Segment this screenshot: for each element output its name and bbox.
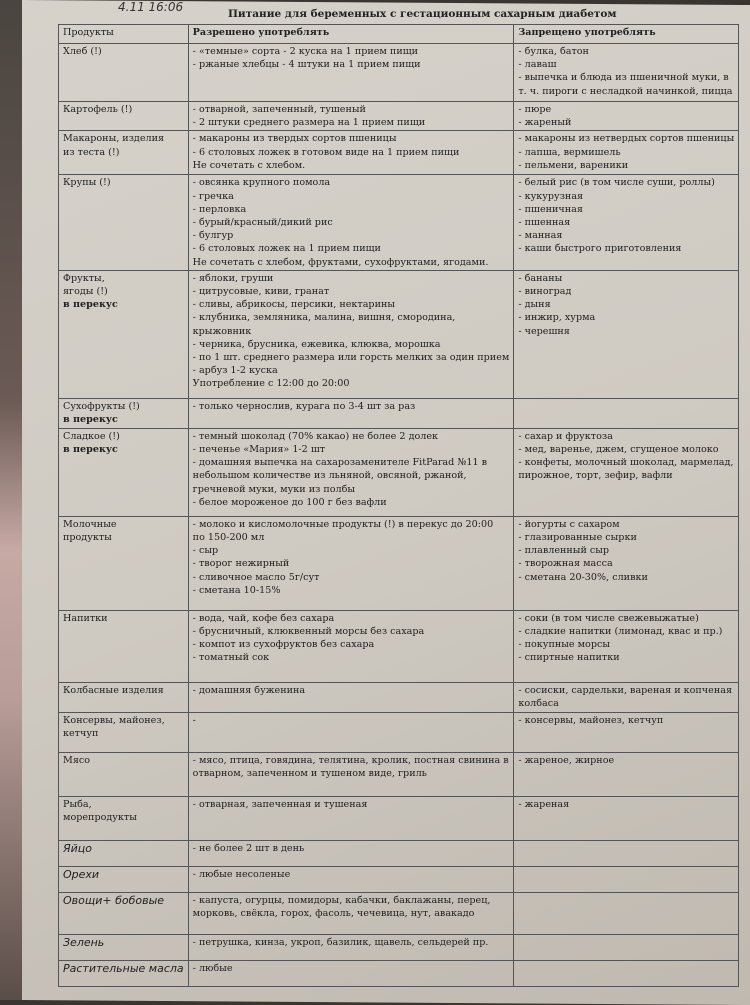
- cell-line: Не сочетать с хлебом, фруктами, сухофруктами, ягодами.: [192, 256, 489, 268]
- allowed-cell: [188, 866, 514, 892]
- cell-line: - любые: [192, 962, 233, 974]
- cell-line: - виноград: [518, 286, 572, 298]
- product-cell: [59, 398, 189, 428]
- forbidden-cell: [514, 866, 739, 892]
- cell-line: - покупные морсы: [518, 639, 610, 651]
- cell-line: - капуста, огурцы, помидоры, кабачки, баклажаны, перец,: [192, 894, 491, 906]
- allowed-cell: [188, 175, 514, 270]
- product-cell: [59, 840, 189, 866]
- product-cell: [59, 682, 189, 712]
- cell-line: морепродукты: [63, 812, 137, 824]
- cell-line: - творог нежирный: [192, 558, 290, 570]
- forbidden-cell: [514, 175, 739, 270]
- cell-line: - йогурты с сахаром: [518, 518, 620, 530]
- cell-line: продукты: [63, 532, 112, 544]
- cell-line: - любые несоленые: [192, 868, 291, 880]
- cell-line: - булгур: [192, 230, 234, 242]
- cell-line: - сливы, абрикосы, персики, нектарины: [192, 299, 396, 311]
- allowed-cell: [188, 682, 514, 712]
- forbidden-cell: [514, 796, 739, 840]
- cell-line: Напитки: [63, 612, 108, 624]
- cell-line: - сметана 10-15%: [192, 584, 281, 596]
- cell-line: в перекус: [63, 299, 118, 311]
- cell-line: - не более 2 шт в день: [192, 842, 305, 854]
- cell-line: - белое мороженое до 100 г без вафли: [192, 496, 387, 508]
- nutrition-table: [58, 24, 739, 987]
- cell-line: из теста (!): [63, 146, 120, 158]
- allowed-cell: [188, 610, 514, 682]
- table-row: [59, 712, 739, 752]
- table-row: [59, 866, 739, 892]
- cell-line: - творожная масса: [518, 558, 613, 570]
- cell-line: - черника, брусника, ежевика, клюква, морошка: [192, 338, 441, 350]
- allowed-cell: [188, 796, 514, 840]
- allowed-cell: [188, 102, 514, 131]
- forbidden-cell: [514, 840, 739, 866]
- cell-line: - каши быстрого приготовления: [518, 243, 682, 255]
- product-cell: [59, 866, 189, 892]
- forbidden-cell: [514, 610, 739, 682]
- cell-line: - белый рис (в том числе суши, роллы): [518, 177, 715, 189]
- cell-line: - арбуз 1-2 куска: [192, 365, 278, 377]
- forbidden-cell: [514, 398, 739, 428]
- product-cell: [59, 752, 189, 796]
- cell-line: - сладкие напитки (лимонад, квас и пр.): [518, 626, 723, 638]
- cell-line: ягоды (!): [63, 286, 108, 298]
- cell-line: - выпечка и блюда из пшеничной муки, в: [518, 72, 729, 84]
- table-row: [59, 175, 739, 270]
- forbidden-cell: [514, 752, 739, 796]
- allowed-cell: [188, 960, 514, 986]
- product-cell: [59, 102, 189, 131]
- table-row: [59, 398, 739, 428]
- cell-line: Рыба,: [63, 798, 92, 810]
- table-row: [59, 270, 739, 398]
- cell-line: Мясо: [63, 754, 91, 766]
- product-cell: [59, 892, 189, 934]
- cell-line: в перекус: [63, 444, 118, 456]
- cell-line: - петрушка, кинза, укроп, базилик, щавель, сельдерей пр.: [192, 936, 489, 948]
- cell-line: - сахар и фруктоза: [518, 430, 613, 442]
- product-cell: [59, 960, 189, 986]
- forbidden-cell: [514, 44, 739, 102]
- cell-line: - печенье «Мария» 1-2 шт: [192, 444, 326, 456]
- cell-line: - 2 штуки среднего размера на 1 прием пищи: [192, 117, 426, 129]
- cell-line: - 6 столовых ложек в готовом виде на 1 прием пищи: [192, 146, 460, 158]
- cell-line: колбаса: [518, 698, 559, 710]
- cell-line: - перловка: [192, 203, 247, 215]
- header-forbidden: Запрещено употреблять: [514, 25, 739, 44]
- cell-line: - сосиски, сардельки, вареная и копченая: [518, 684, 732, 696]
- table-row: [59, 796, 739, 840]
- forbidden-cell: [514, 270, 739, 398]
- cell-line: - «темные» сорта - 2 куска на 1 прием пищи: [192, 46, 419, 57]
- cell-line: - сметана 20-30%, сливки: [518, 571, 648, 583]
- cell-line: - брусничный, клюквенный морсы без сахара: [192, 626, 425, 638]
- cell-line: - пельмени, вареники: [518, 159, 629, 171]
- cell-line: - мясо, птица, говядина, телятина, кролик, постная свинина в: [192, 754, 509, 766]
- cell-line: - мед, варенье, джем, сгущеное молоко: [518, 444, 719, 456]
- cell-line: - консервы, майонез, кетчуп: [518, 714, 664, 726]
- product-cell: [59, 712, 189, 752]
- cell-line: - овсянка крупного помола: [192, 177, 331, 189]
- table-row: [59, 892, 739, 934]
- cell-line: Колбасные изделия: [63, 684, 164, 696]
- cell-line: - домашняя выпечка на сахарозаменителе FitParad №11 в: [192, 457, 488, 469]
- cell-line: морковь, свёкла, горох, фасоль, чечевица, нут, авакадо: [192, 908, 475, 920]
- table-row: [59, 934, 739, 960]
- cell-line: - глазированные сырки: [518, 532, 637, 544]
- allowed-cell: [188, 840, 514, 866]
- cell-line: Употребление с 12:00 до 20:00: [192, 378, 350, 390]
- table-row: [59, 840, 739, 866]
- cell-line: - черешня: [518, 325, 570, 337]
- table-row: [59, 131, 739, 175]
- header-product: Продукты: [59, 25, 189, 44]
- forbidden-cell: [514, 712, 739, 752]
- cell-line: по 150-200 мл: [192, 532, 265, 544]
- table-row: [59, 428, 739, 516]
- cell-line: - только чернослив, курага по 3-4 шт за раз: [192, 400, 416, 412]
- cell-line: отварном, запеченном и тушеном виде, гриль: [192, 768, 427, 780]
- header-allowed: Разрешено употреблять: [188, 25, 514, 44]
- cell-line: - темный шоколад (70% какао) не более 2 долек: [192, 430, 439, 442]
- allowed-cell: [188, 270, 514, 398]
- table-row: [59, 960, 739, 986]
- document-title: Питание для беременных с гестационным сахарным диабетом: [228, 8, 617, 20]
- product-cell: [59, 270, 189, 398]
- forbidden-cell: [514, 428, 739, 516]
- cell-line: гречневой муки, муки из полбы: [192, 483, 356, 495]
- table-row: [59, 752, 739, 796]
- cell-line: - пшенная: [518, 217, 571, 229]
- cell-line: - спиртные напитки: [518, 652, 620, 664]
- cell-line: Крупы (!): [63, 177, 111, 189]
- forbidden-cell: [514, 516, 739, 610]
- cell-line: - конфеты, молочный шоколад, мармелад,: [518, 457, 734, 469]
- allowed-cell: [188, 44, 514, 102]
- cell-line: - отварной, запеченный, тушеный: [192, 104, 366, 115]
- cell-line: Хлеб (!): [63, 46, 102, 57]
- forbidden-cell: [514, 892, 739, 934]
- cell-line: - соки (в том числе свежевыжатые): [518, 612, 699, 624]
- cell-line: - бурый/красный/дикий рис: [192, 217, 333, 229]
- allowed-cell: [188, 398, 514, 428]
- product-cell: [59, 44, 189, 102]
- product-cell: [59, 934, 189, 960]
- cell-line: -: [192, 714, 196, 726]
- cell-line: - клубника, земляника, малина, вишня, смородина,: [192, 312, 456, 324]
- cell-line: небольшом количестве из льняной, овсяной, ржаной,: [192, 470, 467, 482]
- product-cell: [59, 516, 189, 610]
- cell-line: - кукурузная: [518, 190, 584, 202]
- cell-line: в перекус: [63, 414, 118, 426]
- cell-line: - бананы: [518, 272, 563, 284]
- cell-line: - пюре: [518, 104, 552, 115]
- cell-line: - домашняя буженина: [192, 684, 306, 696]
- forbidden-cell: [514, 682, 739, 712]
- allowed-cell: [188, 516, 514, 610]
- cell-line: - отварная, запеченная и тушеная: [192, 798, 368, 810]
- allowed-cell: [188, 752, 514, 796]
- allowed-cell: [188, 428, 514, 516]
- cell-line: Зелень: [63, 935, 105, 949]
- cell-line: Консервы, майонез,: [63, 714, 165, 726]
- table-row: [59, 44, 739, 102]
- table-row: [59, 682, 739, 712]
- product-cell: [59, 796, 189, 840]
- cell-line: - молоко и кисломолочные продукты (!) в перекус до 20:00: [192, 518, 494, 530]
- cell-line: - жареное, жирное: [518, 754, 615, 766]
- product-cell: [59, 428, 189, 516]
- cell-line: Сладкое (!): [63, 430, 120, 442]
- cell-line: Яйцо: [63, 841, 93, 855]
- handwritten-note: 4.11 16:06: [118, 0, 184, 14]
- cell-line: - жареный: [518, 117, 572, 129]
- table-header: [59, 25, 739, 44]
- cell-line: - булка, батон: [518, 46, 589, 57]
- allowed-cell: [188, 892, 514, 934]
- table-row: [59, 516, 739, 610]
- cell-line: - вода, чай, кофе без сахара: [192, 612, 335, 624]
- allowed-cell: [188, 131, 514, 175]
- cell-line: - 6 столовых ложек на 1 прием пищи: [192, 243, 381, 255]
- cell-line: т. ч. пироги с несладкой начинкой, пицца: [518, 85, 733, 97]
- cell-line: - пшеничная: [518, 203, 583, 215]
- cell-line: - ржаные хлебцы - 4 штуки на 1 прием пищи: [192, 59, 421, 71]
- cell-line: - макароны из твердых сортов пшеницы: [192, 133, 397, 145]
- cell-line: - инжир, хурма: [518, 312, 596, 324]
- cell-line: - лапша, вермишель: [518, 146, 621, 158]
- table-row: [59, 610, 739, 682]
- cell-line: - лаваш: [518, 59, 557, 71]
- cell-line: пирожное, торт, зефир, вафли: [518, 470, 673, 482]
- cell-line: Орехи: [63, 867, 100, 881]
- cell-line: Растительные масла: [63, 961, 184, 975]
- cell-line: Не сочетать с хлебом.: [192, 159, 306, 171]
- forbidden-cell: [514, 102, 739, 131]
- cell-line: Овощи+ бобовые: [63, 893, 165, 907]
- forbidden-cell: [514, 960, 739, 986]
- product-cell: [59, 610, 189, 682]
- cell-line: - плавленный сыр: [518, 545, 610, 557]
- cell-line: - сыр: [192, 545, 219, 557]
- cell-line: - макароны из нетвердых сортов пшеницы: [518, 133, 735, 145]
- cell-line: - цитрусовые, киви, гранат: [192, 286, 330, 298]
- cell-line: - гречка: [192, 190, 234, 202]
- forbidden-cell: [514, 131, 739, 175]
- cell-line: - манная: [518, 230, 563, 242]
- allowed-cell: [188, 934, 514, 960]
- cell-line: крыжовник: [192, 325, 252, 337]
- product-cell: [59, 131, 189, 175]
- cell-line: кетчуп: [63, 728, 99, 740]
- cell-line: - томатный сок: [192, 652, 270, 664]
- cell-line: - яблоки, груши: [192, 272, 274, 284]
- table-row: [59, 102, 739, 131]
- product-cell: [59, 175, 189, 270]
- allowed-cell: [188, 712, 514, 752]
- forbidden-cell: [514, 934, 739, 960]
- cell-line: Макароны, изделия: [63, 133, 165, 145]
- cell-line: - компот из сухофруктов без сахара: [192, 639, 375, 651]
- cell-line: - жареная: [518, 798, 570, 810]
- cell-line: Сухофрукты (!): [63, 400, 140, 412]
- cell-line: Картофель (!): [63, 104, 133, 115]
- cell-line: - дыня: [518, 299, 551, 311]
- cell-line: - сливочное масло 5г/сут: [192, 571, 320, 583]
- cell-line: Молочные: [63, 518, 117, 530]
- cell-line: Фрукты,: [63, 272, 105, 284]
- cell-line: - по 1 шт. среднего размера или горсть мелких за один прием: [192, 352, 510, 364]
